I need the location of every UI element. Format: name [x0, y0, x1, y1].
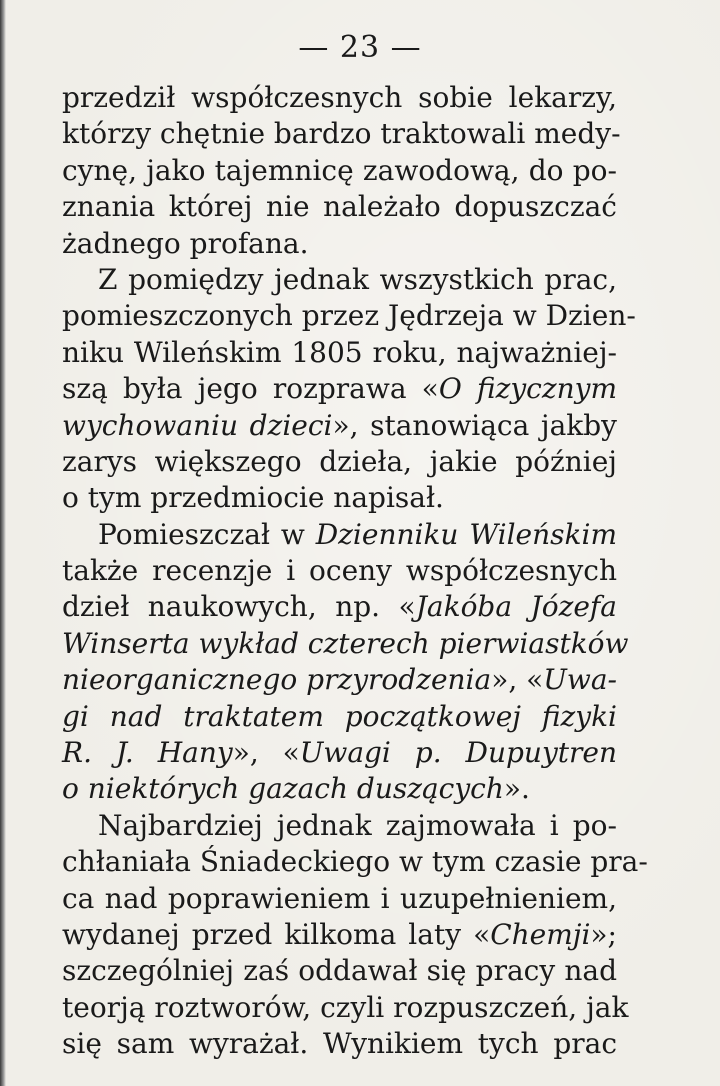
text-line [62, 153, 617, 189]
text-line [62, 808, 617, 844]
text-line [62, 881, 617, 917]
text-line [62, 517, 617, 553]
text-segment: o tym przedmiocie napisał. [62, 481, 444, 515]
text-line [62, 80, 617, 116]
text-line [62, 953, 617, 989]
italic-text: gi nad traktatem początkowej fizyki [62, 699, 617, 733]
text-segment: także recenzje i oceny współczesnych [62, 554, 617, 588]
italic-text: o niektórych gazach duszących [62, 772, 504, 806]
text-segment: szą była jego rozprawa « [62, 372, 439, 406]
text-segment: », « [491, 663, 544, 697]
text-line [62, 262, 617, 298]
italic-text: nieorganicznego przyrodzenia [62, 663, 492, 697]
italic-text: R. J. Hany [62, 736, 233, 770]
text-segment: », « [232, 736, 300, 770]
text-segment: teorją roztworów, czyli rozpuszczeń, jak [62, 990, 629, 1024]
text-segment: żadnego profana. [62, 226, 309, 260]
text-segment: », stanowiąca jakby [332, 408, 617, 442]
text-line [62, 1026, 617, 1062]
text-segment: Z pomiędzy jednak wszystkich prac, [98, 262, 617, 296]
text-line [62, 553, 617, 589]
italic-text: wychowaniu dzieci [62, 408, 333, 442]
text-segment: zarys większego dzieła, jakie później [62, 444, 617, 478]
text-segment: ca nad poprawieniem i uzupełnieniem, [62, 881, 617, 915]
italic-text: Jakóba Józefa [415, 590, 617, 624]
text-line [62, 189, 617, 225]
text-segment: »; [590, 917, 617, 951]
italic-text: Winserta wykład czterech pierwiastków [62, 626, 629, 660]
text-segment: znania której nie należało dopuszczać [62, 190, 617, 224]
text-segment: którzy chętnie bardzo traktowali medy- [62, 117, 621, 151]
text-line [62, 844, 648, 880]
text-line [62, 589, 617, 625]
text-line [62, 480, 617, 516]
text-segment: się sam wyrażał. Wynikiem tych prac [62, 1027, 617, 1061]
italic-text: Uwagi p. Dupuytren [299, 736, 617, 770]
text-segment: Najbardziej jednak zajmowała i po- [98, 808, 617, 842]
text-segment: wydanej przed kilkoma laty « [62, 917, 491, 951]
italic-text: Dzienniku Wileńskim [315, 517, 617, 551]
text-line [62, 335, 617, 371]
text-segment: chłaniała Śniadeckiego w tym czasie pra- [62, 845, 648, 879]
page-spine-shadow [0, 0, 6, 1086]
text-line [62, 699, 617, 735]
text-segment: dzieł naukowych, np. « [62, 590, 416, 624]
text-segment: niku Wileńskim 1805 roku, najważniej- [62, 335, 617, 369]
text-line [62, 917, 617, 953]
text-segment: szczególniej zaś oddawał się pracy nad [62, 954, 617, 988]
text-line [62, 990, 629, 1026]
body-text [62, 80, 648, 1063]
text-line [62, 626, 629, 662]
italic-text: Chemji [490, 917, 591, 951]
text-line [62, 298, 636, 334]
text-segment: ». [503, 772, 530, 806]
text-line [62, 662, 617, 698]
text-line [62, 116, 621, 152]
text-line [62, 408, 617, 444]
italic-text: O fizycznym [438, 372, 618, 406]
page-number: — 23 — [298, 30, 422, 65]
italic-text: Uwa- [543, 663, 617, 697]
text-line [62, 771, 617, 807]
text-segment: pomieszczonych przez Jędrzeja w Dzien- [62, 299, 636, 333]
text-segment: cynę, jako tajemnicę zawodową, do po- [62, 153, 617, 187]
text-line [62, 735, 617, 771]
text-line [62, 444, 617, 480]
text-line [62, 226, 617, 262]
text-segment: Pomieszczał w [98, 517, 316, 551]
text-line [62, 371, 617, 407]
text-segment: przedził współczesnych sobie lekarzy, [62, 81, 617, 114]
